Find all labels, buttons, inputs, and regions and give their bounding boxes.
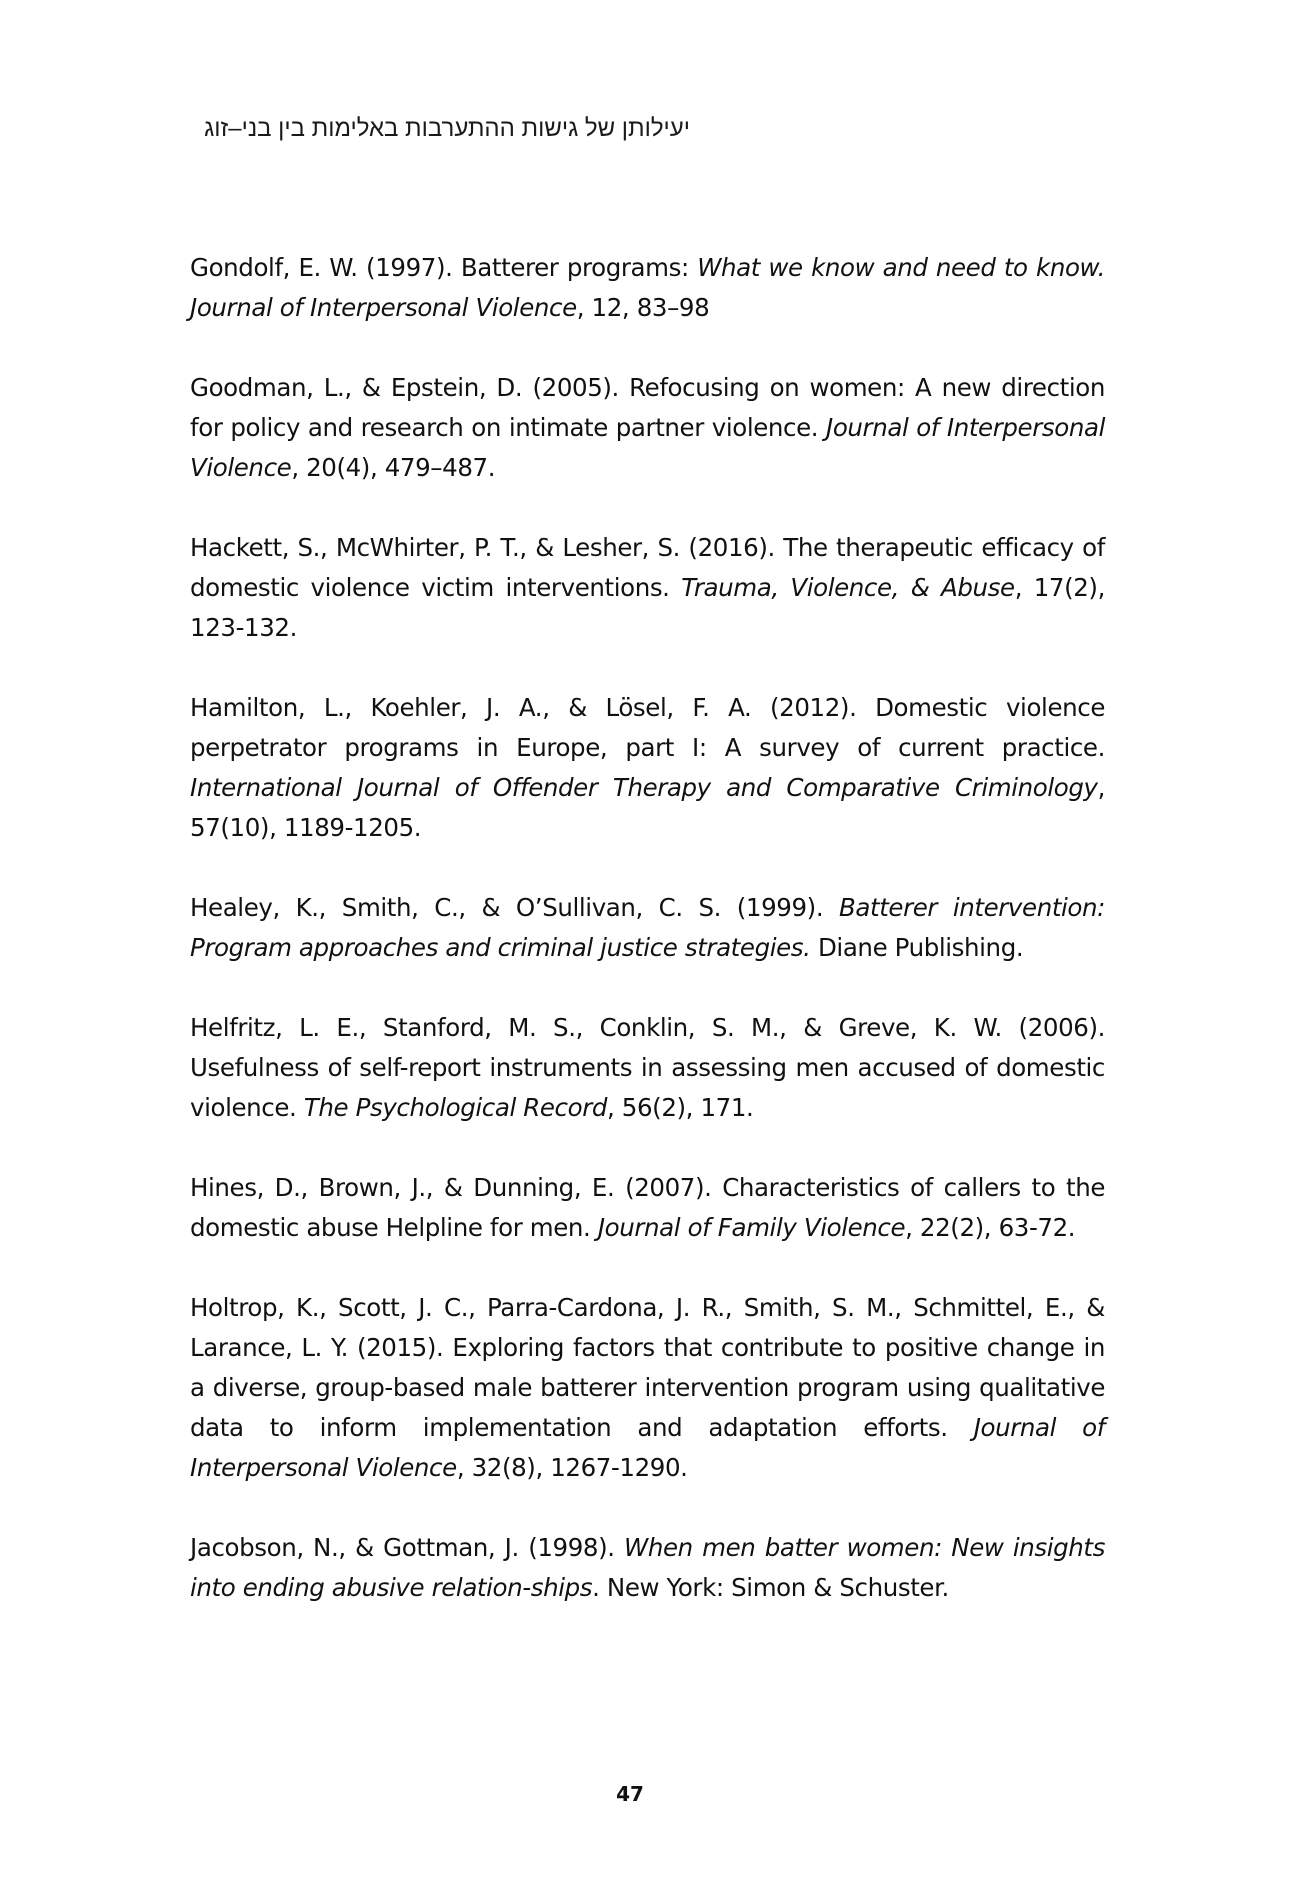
- reference-text: Gondolf, E. W. (1997). Batterer programs:: [190, 253, 698, 282]
- reference-text: , 22(2), 63-72.: [905, 1213, 1076, 1242]
- reference-text: Hines, D., Brown, J., & Dunning, E. (2007). Characteristics of callers to the domestic abuse Helpline for men.: [190, 1173, 1105, 1242]
- reference-entry: [190, 688, 1105, 848]
- reference-entry: [190, 1528, 1105, 1608]
- reference-text: Jacobson, N., & Gottman, J. (1998).: [190, 1533, 625, 1562]
- reference-text: Holtrop, K., Scott, J. C., Parra-Cardona, J. R., Smith, S. M., Schmittel, E., & Larance, L. Y. (2015). Exploring factors that contribute to positive change in a diverse, group-based male batterer intervention program using qualitative data to inform implementation and adaptation efforts.: [190, 1293, 1105, 1442]
- reference-title-italic: Batterer intervention: Program approaches and criminal justice strategies.: [190, 893, 1106, 962]
- reference-journal-italic: Trauma, Violence, & Abuse: [681, 573, 1015, 602]
- reference-journal-italic: International Journal of Offender Therapy and Comparative Criminology: [190, 773, 1098, 802]
- reference-entry: [190, 1008, 1105, 1128]
- reference-text: , 57(10), 1189-1205.: [190, 773, 1105, 842]
- reference-text: Helfritz, L. E., Stanford, M. S., Conklin, S. M., & Greve, K. W. (2006). Usefulness of self-report instruments in assessing men accused of domestic violence.: [190, 1013, 1105, 1122]
- reference-entry: [190, 248, 1105, 328]
- reference-journal-italic: Journal of Family Violence: [597, 1213, 906, 1242]
- reference-title-italic: What we know and need to know. Journal of Interpersonal Violence: [190, 253, 1105, 322]
- reference-list: [190, 248, 1105, 1648]
- reference-journal-italic: Journal of Interpersonal Violence: [190, 1413, 1105, 1482]
- reference-title-italic: When men batter women: New insights into ending abusive relation-ships: [190, 1533, 1105, 1602]
- reference-text: Goodman, L., & Epstein, D. (2005). Refocusing on women: A new direction for policy and research on intimate partner violence.: [190, 373, 1105, 442]
- reference-text: . New York: Simon & Schuster.: [592, 1573, 949, 1602]
- running-header: יעילותן של גישות ההתערבות באלימות בין בני–זוג: [204, 115, 690, 142]
- reference-entry: [190, 528, 1105, 648]
- reference-entry: [190, 1168, 1105, 1248]
- reference-text: , 20(4), 479–487.: [291, 453, 496, 482]
- reference-text: , 32(8), 1267-1290.: [456, 1453, 688, 1482]
- page-number: 47: [616, 1782, 644, 1806]
- reference-journal-italic: The Psychological Record: [303, 1093, 608, 1122]
- reference-text: Hackett, S., McWhirter, P. T., & Lesher, S. (2016). The therapeutic efficacy of domestic violence victim interventions.: [190, 533, 1105, 602]
- reference-text: , 12, 83–98: [576, 293, 710, 322]
- reference-text: Hamilton, L., Koehler, J. A., & Lösel, F. A. (2012). Domestic violence perpetrator programs in Europe, part I: A survey of current practice.: [190, 693, 1105, 762]
- reference-text: , 56(2), 171.: [607, 1093, 754, 1122]
- reference-entry: [190, 888, 1105, 968]
- reference-text: Diane Publishing.: [810, 933, 1024, 962]
- reference-text: , 17(2), 123-132.: [190, 573, 1105, 642]
- reference-text: Healey, K., Smith, C., & O’Sullivan, C. S. (1999).: [190, 893, 839, 922]
- reference-entry: [190, 368, 1105, 488]
- reference-journal-italic: Journal of Interpersonal Violence: [190, 413, 1105, 482]
- reference-entry: [190, 1288, 1105, 1488]
